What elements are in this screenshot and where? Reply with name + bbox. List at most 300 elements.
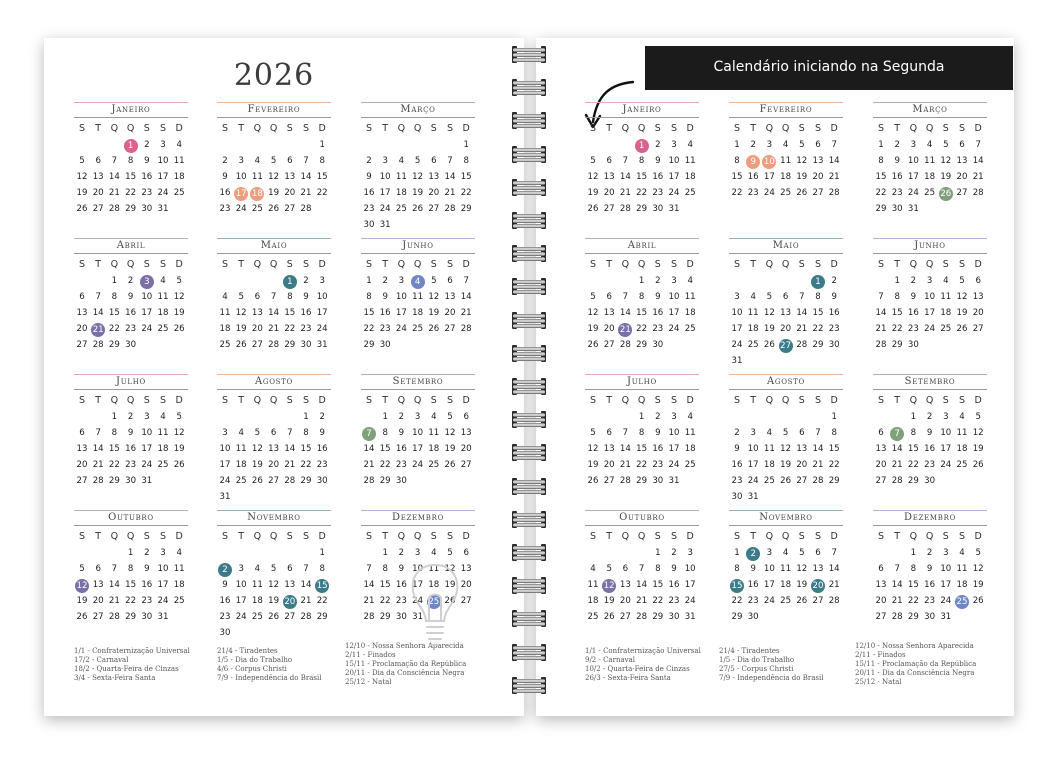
weekday-label: D (974, 531, 982, 542)
day-cell: 27 (76, 476, 88, 486)
spiral-coil (510, 378, 548, 395)
month-accent-line (873, 102, 987, 103)
day-cell: 25 (428, 460, 440, 470)
day-cell: 3 (414, 412, 421, 422)
day-cell: 24 (235, 204, 247, 214)
day-cell: 30 (652, 476, 664, 486)
day-cell: 12 (444, 564, 456, 574)
month-name: Agosto (255, 376, 293, 387)
day-cell: 17 (157, 580, 169, 590)
weekday-label: S (143, 395, 150, 406)
day-cell: 30 (731, 492, 743, 502)
day-cell: 6 (270, 428, 277, 438)
day-cell: 12 (251, 444, 263, 454)
day-cell: 29 (828, 476, 840, 486)
day-cell: 29 (636, 476, 648, 486)
weekday-label: S (942, 531, 949, 542)
day-cell: 6 (815, 140, 821, 150)
day-cell: 25 (924, 188, 936, 198)
day-cell: 7 (287, 428, 293, 438)
day-cell: 3 (238, 156, 244, 166)
day-cell: 11 (251, 580, 263, 590)
day-cell: 20 (76, 460, 88, 470)
day-cell: 14 (875, 308, 887, 318)
day-cell: 7 (95, 428, 101, 438)
day-cell: 6 (799, 428, 805, 438)
day-cell: 15 (652, 580, 664, 590)
day-cell: 29 (907, 612, 919, 622)
holiday-marker: 7 (890, 427, 904, 441)
holiday-entry: 7/9 - Independência do Brasil (719, 674, 824, 682)
day-cell: 21 (300, 596, 312, 606)
spiral-coil (510, 146, 548, 163)
day-cell: 9 (734, 444, 740, 454)
day-cell: 3 (160, 548, 166, 558)
day-cell: 16 (924, 580, 936, 590)
day-cell: 17 (731, 324, 743, 334)
month-name: Maio (772, 240, 800, 251)
weekday-label: S (286, 395, 293, 406)
day-cell: 20 (796, 460, 808, 470)
day-cell: 25 (684, 460, 696, 470)
day-cell: 13 (875, 580, 887, 590)
day-cell: 9 (910, 292, 917, 302)
day-cell: 24 (907, 188, 919, 198)
month-accent-line (74, 374, 188, 375)
weekday-label: S (654, 123, 661, 134)
day-cell: 3 (750, 428, 756, 438)
day-cell: 23 (924, 460, 936, 470)
month-name: Outubro (619, 512, 665, 523)
weekday-label: Q (397, 123, 406, 134)
month-name: Janeiro (622, 104, 662, 115)
month-name: Junho (402, 240, 434, 251)
day-cell: 15 (108, 444, 120, 454)
holiday-marker: 3 (140, 275, 154, 289)
month-divider (74, 525, 188, 526)
day-cell: 20 (460, 444, 472, 454)
holiday-marker: 1 (124, 139, 138, 153)
weekday-label: D (462, 259, 470, 270)
weekday-label: T (606, 531, 613, 542)
day-cell: 1 (910, 412, 917, 422)
day-cell: 13 (603, 172, 615, 182)
weekday-label: Q (621, 395, 630, 406)
day-cell: 4 (943, 276, 949, 286)
day-cell: 17 (379, 188, 391, 198)
day-cell: 25 (251, 204, 263, 214)
day-cell: 16 (891, 172, 903, 182)
day-cell: 9 (750, 564, 756, 574)
day-cell: 17 (684, 580, 696, 590)
day-cell: 27 (284, 612, 296, 622)
day-cell: 10 (940, 428, 952, 438)
spiral-coil (510, 212, 548, 229)
day-cell: 26 (444, 460, 456, 470)
day-cell: 29 (379, 612, 391, 622)
day-cell: 30 (300, 340, 312, 350)
day-cell: 24 (747, 476, 759, 486)
day-cell: 24 (157, 188, 169, 198)
day-cell: 19 (972, 580, 984, 590)
day-cell: 14 (619, 308, 631, 318)
day-cell: 20 (603, 460, 615, 470)
weekday-label: S (302, 123, 310, 134)
day-cell: 2 (319, 412, 325, 422)
day-cell: 12 (940, 156, 952, 166)
day-cell: 25 (940, 324, 952, 334)
day-cell: 16 (731, 460, 743, 470)
day-cell: 1 (111, 276, 118, 286)
day-cell: 2 (144, 548, 150, 558)
day-cell: 30 (828, 340, 840, 350)
weekday-label: D (175, 123, 183, 134)
holiday-entry: 20/11 - Dia da Consciência Negra (345, 669, 465, 677)
day-cell: 1 (303, 412, 309, 422)
month-left-10 (74, 512, 188, 630)
day-cell: 26 (76, 204, 88, 214)
day-cell: 3 (222, 428, 228, 438)
day-cell: 5 (176, 276, 182, 286)
day-cell: 17 (747, 460, 759, 470)
day-cell: 26 (587, 204, 599, 214)
holiday-marker: 12 (603, 580, 615, 591)
weekday-label: T (382, 123, 389, 134)
day-cell: 22 (907, 596, 919, 606)
weekday-label: D (686, 259, 694, 270)
day-cell: 20 (603, 188, 615, 198)
day-cell: 28 (300, 204, 312, 214)
weekday-label: S (798, 123, 805, 134)
day-cell: 9 (398, 428, 405, 438)
day-cell: 22 (379, 460, 391, 470)
day-cell: 24 (668, 460, 680, 470)
weekday-label: D (686, 395, 694, 406)
day-cell: 6 (431, 156, 437, 166)
day-cell: 3 (926, 276, 933, 286)
month-name: Fevereiro (759, 104, 813, 115)
day-cell: 25 (763, 476, 775, 486)
day-cell: 19 (587, 460, 599, 470)
month-name: Setembro (904, 376, 956, 387)
day-cell: 20 (284, 188, 296, 198)
day-cell: 7 (111, 564, 118, 574)
day-cell: 28 (619, 204, 631, 214)
weekday-label: S (221, 531, 229, 542)
day-cell: 18 (763, 460, 775, 470)
holiday-list (855, 642, 976, 687)
weekday-label: T (382, 395, 389, 406)
weekday-label: Q (269, 531, 278, 542)
day-cell: 13 (76, 308, 88, 318)
day-cell: 26 (587, 476, 599, 486)
day-cell: 1 (319, 548, 325, 558)
weekday-label: Q (765, 123, 774, 134)
weekday-label: Q (269, 123, 278, 134)
day-cell: 25 (219, 340, 231, 350)
day-cell: 6 (878, 428, 884, 438)
month-left-9 (361, 376, 475, 494)
weekday-label: Q (781, 123, 790, 134)
day-cell: 19 (603, 596, 615, 606)
day-cell: 21 (891, 460, 903, 470)
month-accent-line (217, 510, 331, 511)
day-cell: 6 (287, 156, 293, 166)
day-cell (139, 274, 155, 289)
day-cell: 9 (144, 156, 150, 166)
weekday-label: S (798, 259, 805, 270)
day-cell: 31 (157, 204, 169, 214)
day-cell: 4 (959, 412, 965, 422)
day-cell: 21 (619, 460, 631, 470)
day-cell: 5 (447, 548, 453, 558)
weekday-label: T (750, 259, 757, 270)
weekday-label: D (175, 531, 183, 542)
day-cell: 23 (907, 324, 919, 334)
spiral-coil (510, 444, 548, 461)
day-cell: 16 (652, 308, 664, 318)
day-cell: 5 (766, 292, 773, 302)
day-cell: 9 (926, 428, 933, 438)
month-accent-line (729, 102, 843, 103)
holiday-entry: 21/4 - Tiradentes (719, 647, 780, 655)
day-cell: 28 (875, 340, 887, 350)
holiday-marker: 17 (235, 188, 247, 199)
day-cell: 12 (76, 172, 88, 182)
weekday-label: S (78, 123, 86, 134)
weekday-label: S (286, 123, 293, 134)
weekday-label: D (175, 259, 183, 270)
day-cell (123, 138, 139, 153)
day-cell: 4 (254, 156, 261, 166)
day-cell: 4 (926, 140, 933, 150)
weekday-label: Q (397, 395, 406, 406)
day-cell: 6 (959, 140, 965, 150)
day-cell: 27 (603, 476, 615, 486)
day-cell: 7 (815, 428, 821, 438)
day-cell: 6 (463, 548, 469, 558)
day-cell: 9 (366, 172, 372, 182)
banner-text: Calendário iniciando na Segunda (713, 59, 945, 75)
day-cell: 18 (251, 596, 263, 606)
month-name: Março (912, 104, 948, 115)
spiral-coil (510, 112, 548, 129)
weekday-label: S (589, 395, 597, 406)
day-cell: 23 (141, 188, 153, 198)
weekday-label: S (654, 395, 661, 406)
weekday-label: S (446, 395, 454, 406)
day-cell: 26 (763, 340, 775, 350)
day-cell: 15 (284, 308, 296, 318)
month-right-1 (585, 104, 699, 222)
weekday-label: Q (621, 123, 630, 134)
month-name: Março (400, 104, 436, 115)
day-cell: 14 (300, 580, 312, 590)
weekday-label: Q (269, 259, 278, 270)
day-cell: 24 (684, 596, 696, 606)
day-cell (617, 322, 633, 337)
month-name: Dezembro (391, 512, 445, 523)
weekday-label: D (318, 531, 326, 542)
month-left-1 (74, 104, 188, 222)
day-cell: 5 (975, 548, 981, 558)
weekday-label: Q (253, 259, 262, 270)
weekday-label: S (942, 123, 949, 134)
day-cell: 8 (878, 156, 884, 166)
day-cell: 1 (638, 412, 645, 422)
day-cell: 17 (141, 308, 153, 318)
day-cell: 11 (428, 564, 440, 574)
month-divider (873, 525, 987, 526)
day-cell: 24 (412, 596, 424, 606)
day-cell (249, 186, 265, 201)
info-banner (645, 46, 1013, 90)
day-cell: 4 (160, 412, 166, 422)
day-cell: 17 (924, 308, 936, 318)
weekday-label: S (78, 395, 86, 406)
weekday-label: T (238, 123, 245, 134)
day-cell: 21 (444, 188, 456, 198)
holiday-marker: 21 (92, 324, 104, 335)
day-cell: 13 (812, 564, 824, 574)
day-cell: 16 (300, 308, 312, 318)
weekday-label: S (286, 259, 293, 270)
day-cell: 25 (587, 612, 599, 622)
day-cell: 5 (799, 548, 805, 558)
holiday-entry: 1/5 - Dia do Trabalho (719, 656, 795, 664)
day-cell: 15 (108, 308, 120, 318)
weekday-label: Q (781, 531, 790, 542)
day-cell: 11 (587, 580, 599, 590)
month-divider (361, 389, 475, 390)
day-cell: 20 (444, 308, 456, 318)
day-cell: 22 (125, 596, 137, 606)
day-cell: 12 (235, 308, 247, 318)
day-cell: 19 (587, 188, 599, 198)
day-cell: 1 (734, 548, 740, 558)
day-cell: 27 (268, 476, 280, 486)
day-cell: 15 (300, 444, 312, 454)
day-cell: 7 (95, 292, 101, 302)
day-cell: 6 (447, 276, 453, 286)
day-cell: 27 (972, 324, 984, 334)
day-cell: 1 (655, 548, 661, 558)
day-cell: 19 (428, 308, 440, 318)
weekday-label: T (894, 259, 901, 270)
day-cell: 25 (173, 596, 185, 606)
day-cell: 5 (254, 428, 261, 438)
weekday-label: Q (637, 531, 646, 542)
day-cell: 28 (972, 188, 984, 198)
day-cell: 21 (875, 324, 887, 334)
month-name: Agosto (767, 376, 805, 387)
day-cell: 5 (79, 156, 85, 166)
weekday-label: T (894, 531, 901, 542)
day-cell: 4 (222, 292, 228, 302)
day-cell: 14 (268, 308, 280, 318)
day-cell: 23 (747, 596, 759, 606)
month-accent-line (873, 510, 987, 511)
holiday-entry: 4/6 - Corpus Christi (217, 665, 287, 673)
weekday-label: S (877, 531, 885, 542)
weekday-label: S (430, 259, 437, 270)
day-cell: 8 (382, 428, 388, 438)
day-cell: 4 (959, 548, 965, 558)
spiral-coil (510, 46, 548, 63)
day-cell: 12 (444, 428, 456, 438)
weekday-label: T (238, 259, 245, 270)
weekday-label: S (958, 259, 966, 270)
day-cell: 24 (157, 596, 169, 606)
weekday-label: Q (765, 259, 774, 270)
weekday-label: T (606, 259, 613, 270)
day-cell: 24 (412, 460, 424, 470)
holiday-entry: 7/9 - Independência do Brasil (217, 674, 322, 682)
day-cell: 6 (878, 564, 884, 574)
day-cell: 11 (684, 156, 696, 166)
day-cell: 26 (235, 340, 247, 350)
day-cell (810, 274, 826, 289)
month-divider (361, 117, 475, 118)
day-cell: 8 (815, 292, 821, 302)
holiday-marker: 20 (284, 596, 296, 607)
day-cell: 25 (235, 476, 247, 486)
day-cell: 2 (750, 140, 756, 150)
day-cell: 4 (590, 564, 596, 574)
day-cell: 12 (587, 172, 599, 182)
weekday-label: Q (397, 531, 406, 542)
day-cell: 8 (638, 292, 645, 302)
holiday-entry: 15/11 - Proclamação da República (855, 660, 977, 668)
day-cell: 19 (173, 444, 185, 454)
holiday-entry: 20/11 - Dia da Consciência Negra (855, 669, 975, 677)
day-cell: 30 (219, 628, 231, 638)
holiday-entry: 3/4 - Sexta-Feira Santa (74, 674, 156, 682)
holiday-entry: 18/2 - Quarta-Feira de Cinzas (74, 665, 179, 673)
day-cell: 12 (796, 156, 808, 166)
day-cell: 23 (125, 460, 137, 470)
weekday-label: S (589, 259, 597, 270)
day-cell: 22 (907, 460, 919, 470)
day-cell: 7 (878, 292, 884, 302)
day-cell: 17 (395, 308, 407, 318)
day-cell: 28 (300, 612, 312, 622)
day-cell: 10 (940, 564, 952, 574)
day-cell (410, 274, 426, 289)
day-cell: 8 (463, 156, 469, 166)
day-cell: 11 (780, 564, 792, 574)
day-cell: 21 (828, 172, 840, 182)
weekday-label: S (814, 123, 822, 134)
day-cell: 28 (828, 188, 840, 198)
day-cell: 1 (878, 140, 884, 150)
day-cell: 5 (590, 156, 596, 166)
day-cell: 8 (127, 564, 134, 574)
day-cell: 7 (638, 564, 645, 574)
day-cell: 13 (284, 172, 296, 182)
month-accent-line (585, 510, 699, 511)
day-cell: 4 (176, 548, 182, 558)
day-cell: 12 (587, 308, 599, 318)
spiral-coil (510, 278, 548, 295)
day-cell: 25 (251, 612, 263, 622)
month-name: Dezembro (903, 512, 957, 523)
day-cell: 8 (894, 292, 900, 302)
day-cell: 18 (924, 172, 936, 182)
day-cell: 10 (379, 172, 391, 182)
day-cell: 26 (780, 476, 792, 486)
day-cell: 12 (587, 444, 599, 454)
